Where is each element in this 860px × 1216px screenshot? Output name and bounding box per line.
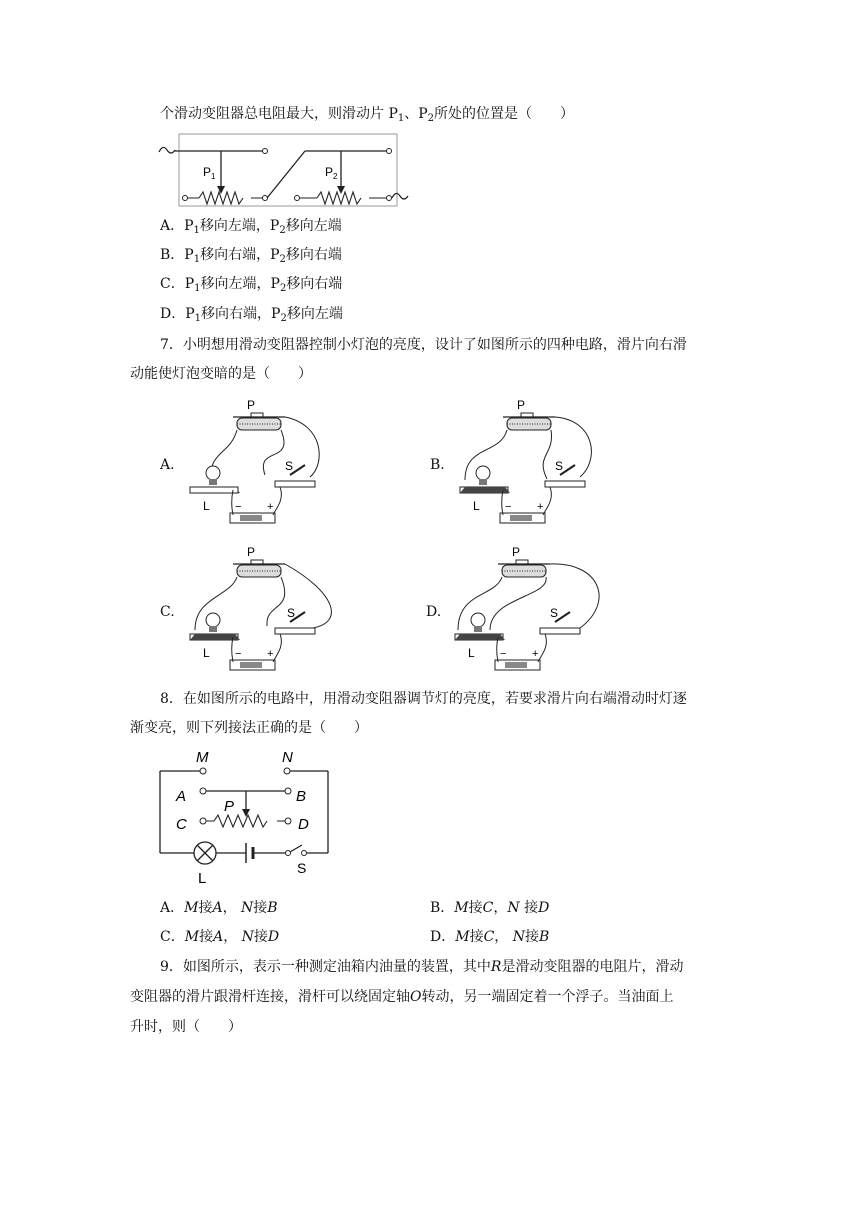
q7-circuit-d <box>450 542 615 677</box>
q6-figure <box>155 130 415 210</box>
svg-text:−: − <box>235 648 242 660</box>
svg-text:−: − <box>235 501 242 513</box>
q6-p2-label: $P_2$ <box>325 165 338 181</box>
svg-text:P: P <box>224 798 235 815</box>
q8-option-a[interactable]: A．M接A， N接B <box>160 900 278 916</box>
q8-option-c[interactable]: C．M接A， N接D <box>160 929 280 945</box>
q8-line2: 渐变亮，则下列接法正确的是（ ） <box>130 720 368 736</box>
svg-text:C: C <box>176 816 187 833</box>
svg-text:P: P <box>247 398 256 412</box>
q8-option-d[interactable]: D．M接C， N接B <box>430 929 550 945</box>
svg-text:L: L <box>203 499 210 513</box>
q6-option-c[interactable]: C．$P_1$移向左端，$P_2$移向右端 <box>160 276 343 294</box>
q6-option-d[interactable]: D．$P_1$移向右端，$P_2$移向左端 <box>160 306 343 324</box>
svg-text:−: − <box>500 648 507 660</box>
svg-text:L: L <box>203 646 210 660</box>
q7-option-a-letter[interactable]: A. <box>160 457 175 473</box>
svg-text:+: + <box>532 648 539 660</box>
svg-text:+: + <box>537 501 544 513</box>
q8-option-b[interactable]: B．M接C，N 接D <box>430 900 550 916</box>
q7-option-b-letter[interactable]: B. <box>430 457 445 473</box>
q6-stem: 个滑动变阻器总电阻最大，则滑动片 $P_1$、$P_2$所处的位置是（ ） <box>160 106 575 124</box>
svg-text:+: + <box>267 648 274 660</box>
svg-text:S: S <box>297 860 307 876</box>
svg-text:A: A <box>176 788 187 805</box>
q7-option-d-letter[interactable]: D. <box>426 604 442 620</box>
svg-text:+: + <box>267 501 274 513</box>
svg-text:L: L <box>468 646 475 660</box>
q7-line1: 7．小明想用滑动变阻器控制小灯泡的亮度，设计了如图所示的四种电路，滑片向右滑 <box>160 337 687 353</box>
q6-option-a[interactable]: A．$P_1$移向左端，$P_2$移向左端 <box>160 218 342 236</box>
q6-p1-label: $P_1$ <box>203 165 216 181</box>
q9-line1: 9．如图所示，表示一种测定油箱内油量的装置，其中R是滑动变阻器的电阻片，滑动 <box>160 959 684 975</box>
q8-figure <box>150 745 340 885</box>
svg-text:S: S <box>285 459 294 473</box>
svg-text:L: L <box>473 499 480 513</box>
svg-text:N: N <box>282 749 293 766</box>
svg-text:−: − <box>505 501 512 513</box>
svg-text:S: S <box>550 606 559 620</box>
svg-text:P: P <box>247 545 256 559</box>
q7-circuit-a <box>185 395 335 530</box>
svg-text:S: S <box>287 606 296 620</box>
q6-option-b[interactable]: B．$P_1$移向右端，$P_2$移向右端 <box>160 247 342 265</box>
svg-text:P: P <box>517 398 526 412</box>
q7-circuit-c <box>185 542 355 677</box>
q9-line2: 变阻器的滑片跟滑杆连接，滑杆可以绕固定轴O转动，另一端固定着一个浮子。当油面上 <box>130 989 674 1005</box>
svg-text:S: S <box>555 459 564 473</box>
svg-text:B: B <box>296 788 307 805</box>
svg-text:D: D <box>298 816 309 833</box>
q7-option-c-letter[interactable]: C. <box>160 604 175 620</box>
q7-circuit-b <box>455 395 605 530</box>
q9-line3: 升时，则（ ） <box>130 1019 242 1035</box>
svg-text:L: L <box>198 870 207 885</box>
svg-text:P: P <box>512 545 521 559</box>
svg-text:M: M <box>196 749 209 766</box>
q7-line2: 动能使灯泡变暗的是（ ） <box>130 366 312 382</box>
q8-line1: 8．在如图所示的电路中，用滑动变阻器调节灯的亮度，若要求滑片向右端滑动时灯逐 <box>160 691 687 707</box>
